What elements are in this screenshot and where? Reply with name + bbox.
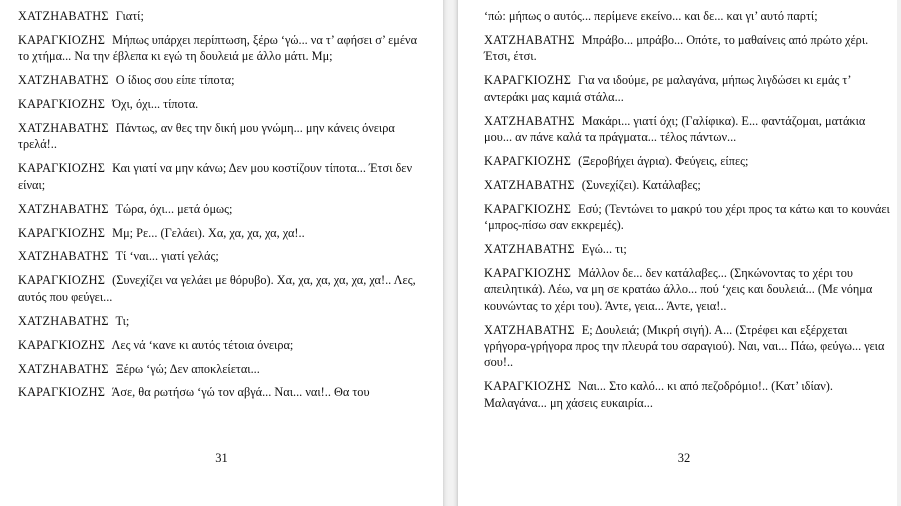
dialogue-line [18,160,422,193]
dialogue-line [484,201,896,234]
dialogue-text: Γιατί; [115,9,144,23]
speaker-name: ΚΑΡΑΓΚΙΟΖΗΣ [484,379,572,394]
book-gutter [443,0,458,506]
dialogue-text: Άσε, θα ρωτήσω ‘γώ τον αβγά... Ναι... ναι!.. Θα του [111,385,370,400]
dialogue-text: Τι; [115,313,130,328]
dialogue-text: (Συνεχίζει να γελάει με θόρυβο). Χα, χα, χα, χα, χα, χα!.. Λες, αυτός που φεύγει... [18,273,416,304]
speaker-name: ΚΑΡΑΓΚΙΟΖΗΣ [18,32,106,47]
dialogue-line [18,8,422,24]
speaker-name: ΚΑΡΑΓΚΙΟΖΗΣ [18,273,106,288]
page-number-right: 32 [677,451,691,465]
speaker-name: ΧΑΤΖΗΑΒΑΤΗΣ [484,113,575,128]
dialogue-text: Μάλλον δε... δεν κατάλαβες... (Σηκώνοντας το χέρι του απειλητικά). Λέω, να μη σε κρατάω άλλο... πού ‘χεις και δουλειά... (Με νόημα κουνώντας το χέρι του). Άντε, γεια... Άντε, γεια!.. [484,265,873,313]
dialogue-line [484,378,896,411]
speaker-name: ΧΑΤΖΗΑΒΑΤΗΣ [18,361,109,376]
speaker-name: ΧΑΤΖΗΑΒΑΤΗΣ [484,241,575,256]
dialogue-text: Μήπως υπάρχει περίπτωση, ξέρω ‘γώ... να τ’ αφήσει σ’ εμένα το χτήμα... Να την έβλεπα κι εγώ τη δουλειά με άλλο μάτι. Μμ; [18,32,418,64]
speaker-name: ΧΑΤΖΗΑΒΑΤΗΣ [484,32,575,47]
dialogue-text: (Ξεροβήχει άγρια). Φεύγεις, είπες; [578,153,749,168]
dialogue-text: Τώρα, όχι... μετά όμως; [115,201,233,216]
page-number-left: 31 [215,451,228,465]
dialogue-text: ‘πώ: μήπως ο αυτός... περίμενε εκείνο... και δε... και γι’ αυτό παρτί; [484,9,818,23]
speaker-name: ΚΑΡΑΓΚΙΟΖΗΣ [484,73,572,88]
dialogue-text: (Συνεχίζει). Κατάλαβες; [581,177,701,192]
window-edge [897,0,901,506]
dialogue-line [18,72,422,88]
right-page-content [484,8,896,419]
dialogue-line [18,313,422,329]
dialogue-text: Ναι... Στο καλό... κι από πεζοδρόμιο!.. (Κατ’ ιδίαν). Μαλαγάνα... μη χάσεις ευκαιρία... [484,379,833,410]
speaker-name: ΧΑΤΖΗΑΒΑΤΗΣ [18,249,109,264]
speaker-name: ΚΑΡΑΓΚΙΟΖΗΣ [18,225,106,240]
dialogue-line [18,32,422,65]
dialogue-line [484,72,896,105]
speaker-name: ΧΑΤΖΗΑΒΑΤΗΣ [18,73,109,88]
dialogue-line [18,272,422,305]
dialogue-line [484,322,896,371]
speaker-name: ΧΑΤΖΗΑΒΑΤΗΣ [18,121,109,136]
speaker-name: ΚΑΡΑΓΚΙΟΖΗΣ [18,97,106,112]
dialogue-line [484,265,896,314]
speaker-name: ΚΑΡΑΓΚΙΟΖΗΣ [484,153,572,168]
speaker-name: ΚΑΡΑΓΚΙΟΖΗΣ [18,161,106,176]
speaker-name: ΧΑΤΖΗΑΒΑΤΗΣ [484,322,575,337]
dialogue-line [18,225,422,241]
dialogue-text: Ε; Δουλειά; (Μικρή σιγή). Α... (Στρέφει και εξέρχεται γρήγορα-γρήγορα προς την πλευρά του σαραγιού). Ναι, ναι... Πάω, φεύγω... γεια σου!.. [484,322,885,370]
dialogue-line [18,337,422,353]
dialogue-text: Μακάρι... γιατί όχι; (Γαλίφικα). Ε... φαντάζομαι, ματάκια μου... αν πάνε καλά τα πράγματα... τέλος πάντων... [484,113,866,144]
speaker-name: ΧΑΤΖΗΑΒΑΤΗΣ [18,313,109,328]
speaker-name: ΧΑΤΖΗΑΒΑΤΗΣ [18,201,109,216]
dialogue-line [484,177,896,193]
dialogue-line [484,113,896,146]
dialogue-line [18,361,422,377]
dialogue-line [18,248,422,264]
left-page [0,0,443,506]
dialogue-line [484,153,896,169]
dialogue-text: Για να ιδούμε, ρε μαλαγάνα, μήπως λιγδώσει κι εμάς τ’ αντεράκι μας καμιά στάλα... [484,73,851,104]
dialogue-line [484,32,896,65]
dialogue-text: Πάντως, αν θες την δική μου γνώμη... μην κάνεις όνειρα τρελά!.. [18,121,395,152]
dialogue-text: Όχι, όχι... τίποτα. [112,97,199,112]
right-page [458,0,901,506]
dialogue-text: Μμ; Ρε... (Γελάει). Χα, χα, χα, χα, χα!.. [112,225,305,240]
left-page-content [18,8,422,408]
dialogue-line [18,201,422,217]
dialogue-line [484,241,896,257]
dialogue-text: Μπράβο... μπράβο... Οπότε, το μαθαίνεις από πρώτο χέρι. Έτσι, έτσι. [484,32,869,64]
speaker-name: ΚΑΡΑΓΚΙΟΖΗΣ [484,265,572,280]
speaker-name: ΧΑΤΖΗΑΒΑΤΗΣ [484,177,575,192]
speaker-name: ΧΑΤΖΗΑΒΑΤΗΣ [18,9,109,23]
dialogue-line [18,120,422,153]
dialogue-line [484,8,896,24]
dialogue-text: Ο ίδιος σου είπε τίποτα; [115,73,235,88]
dialogue-text: Εσύ; (Τεντώνει το μακρύ του χέρι προς τα κάτω και το κουνάει ‘μπρος-πίσω σαν εκκρεμές). [484,201,890,233]
dialogue-line [18,384,422,400]
speaker-name: ΚΑΡΑΓΚΙΟΖΗΣ [18,337,106,352]
speaker-name: ΚΑΡΑΓΚΙΟΖΗΣ [484,201,572,216]
dialogue-text: Τί ‘ναι... γιατί γελάς; [115,249,219,264]
dialogue-line [18,96,422,112]
speaker-name: ΚΑΡΑΓΚΙΟΖΗΣ [18,385,106,400]
dialogue-text: Ξέρω ‘γώ; Δεν αποκλείεται... [115,361,260,376]
dialogue-text: Εγώ... τι; [581,241,627,256]
dialogue-text: Λες νά ‘κανε κι αυτός τέτοια όνειρα; [111,337,294,352]
dialogue-text: Και γιατί να μην κάνω; Δεν μου κοστίζουν τίποτα... Έτσι δεν είναι; [18,161,413,192]
